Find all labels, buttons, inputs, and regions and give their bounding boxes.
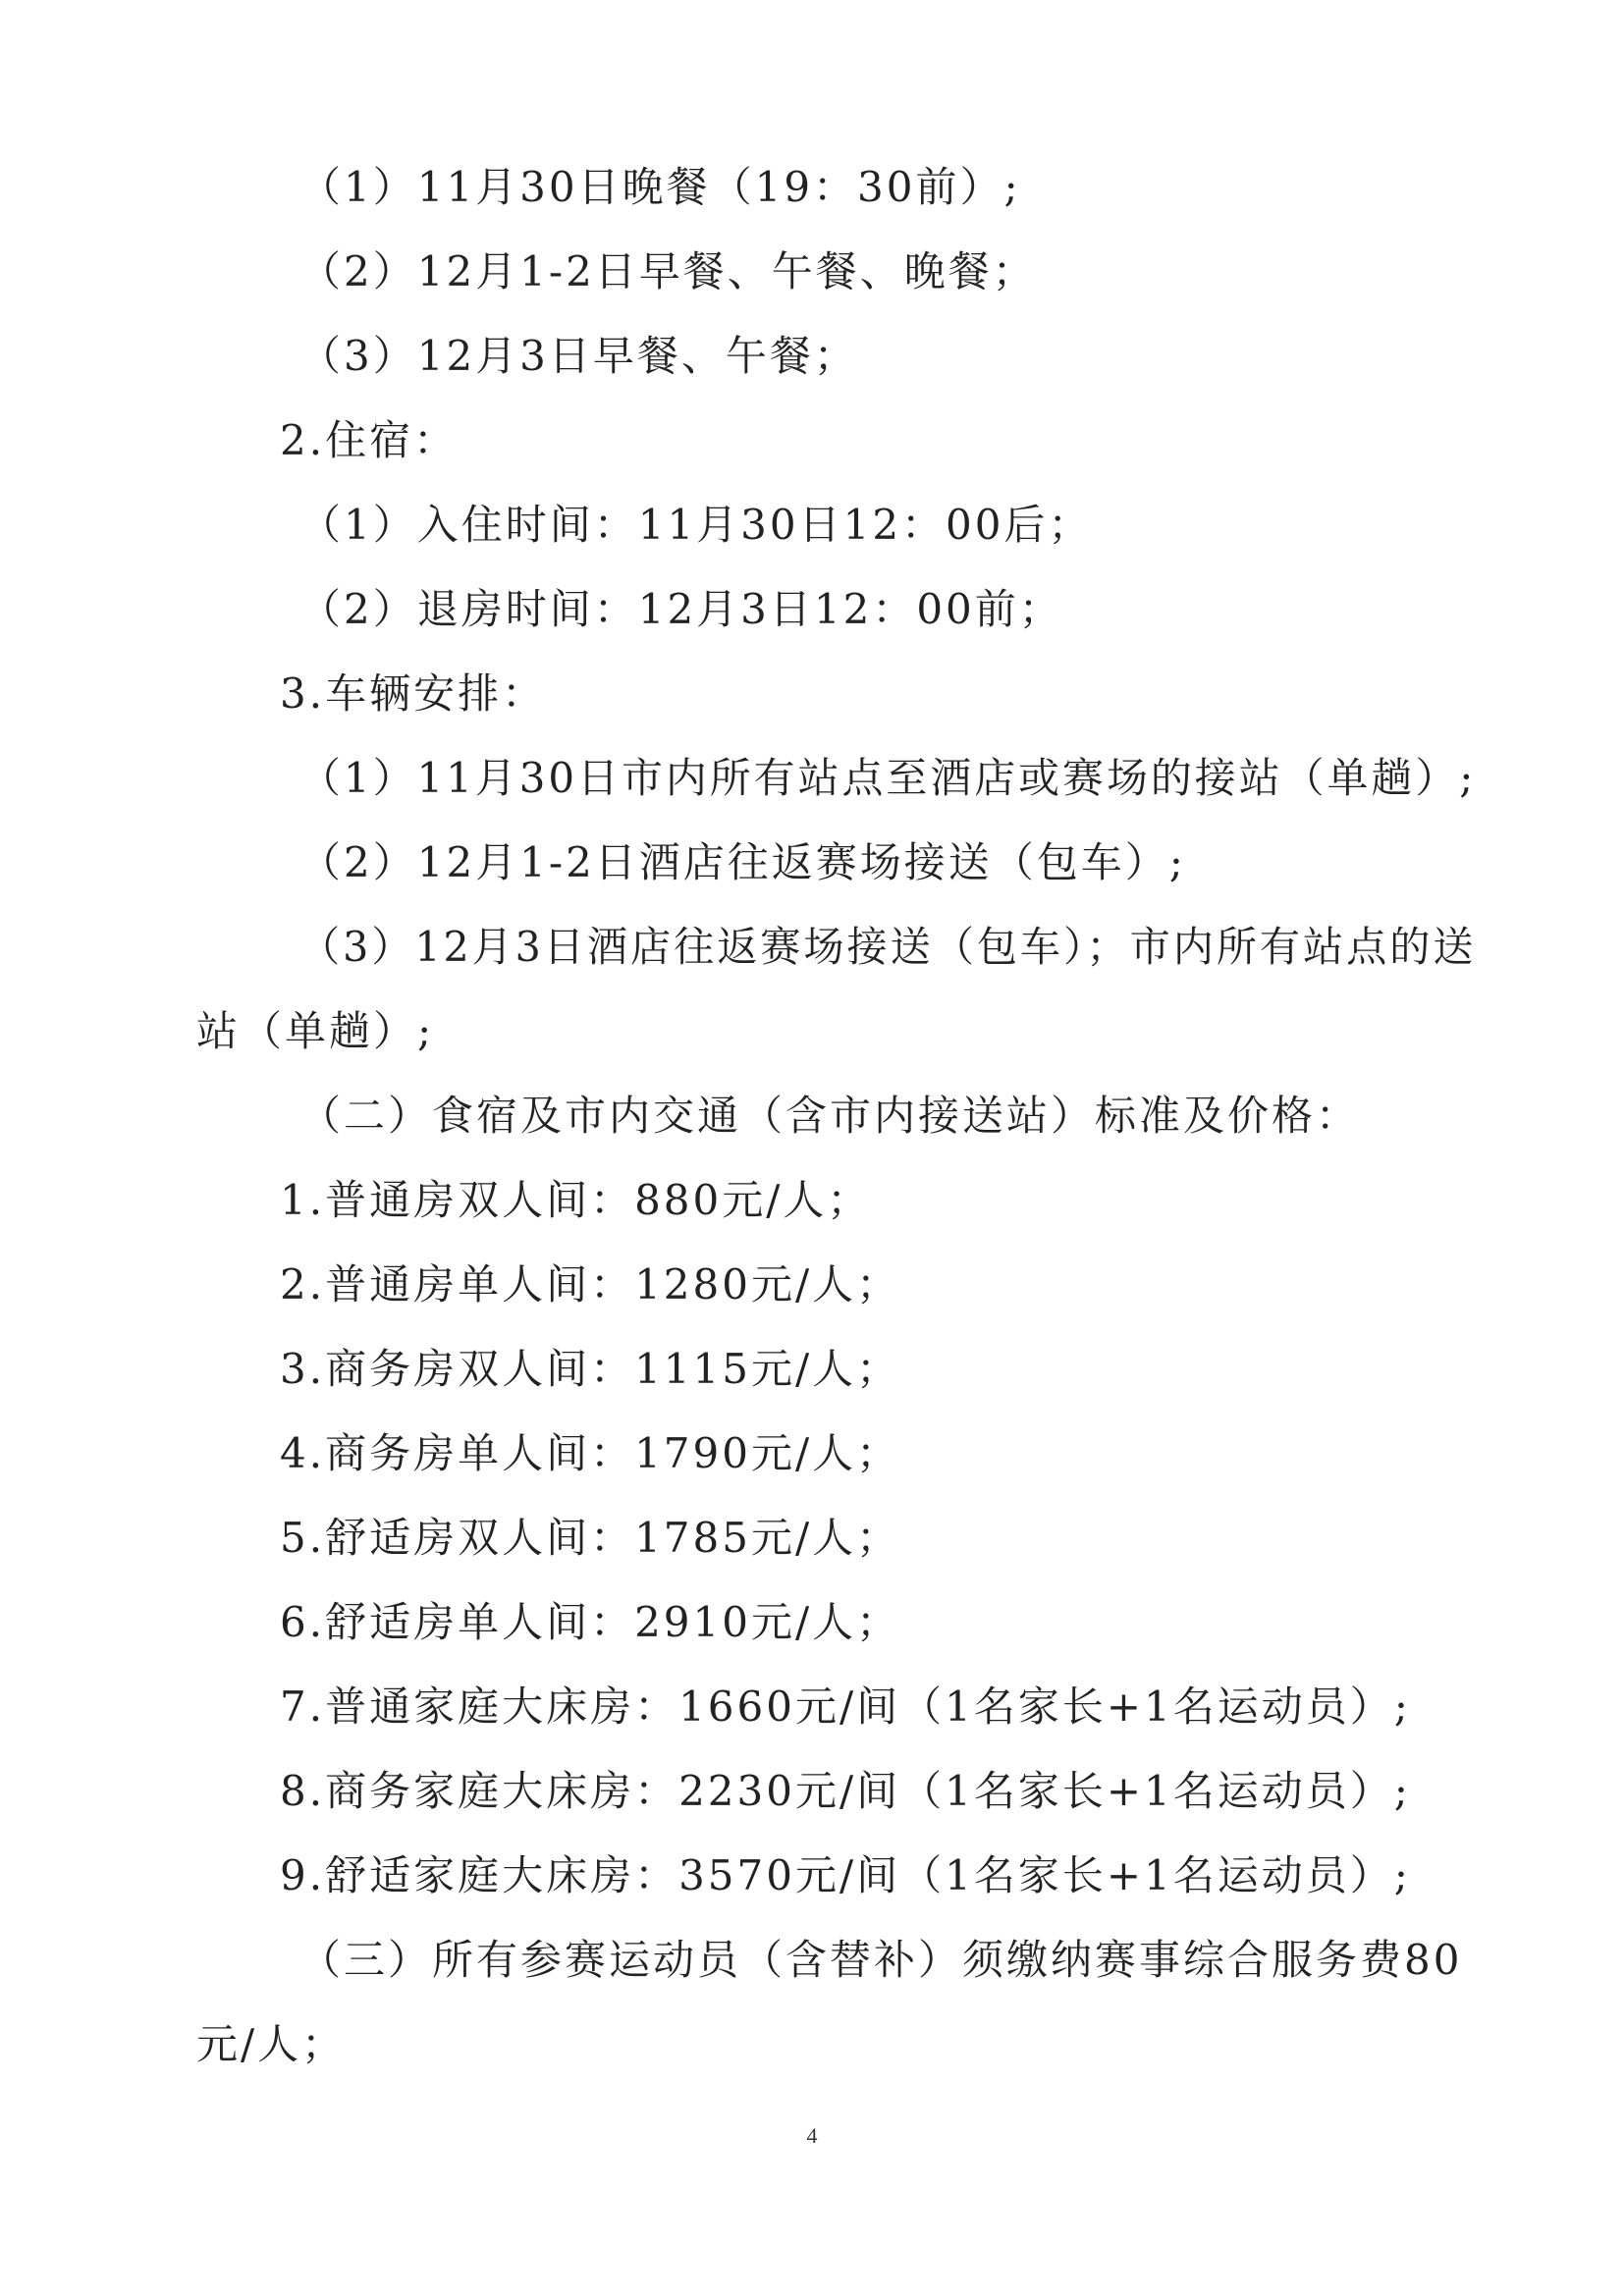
price-item: 2.普通房单人间：1280元/人； <box>280 1260 901 1308</box>
price-item: 4.商务房单人间：1790元/人； <box>280 1429 901 1477</box>
page-number: 4 <box>806 2123 818 2148</box>
section-heading: 3.车辆安排： <box>280 669 547 718</box>
price-item: 9.舒适家庭大床房：3570元/间（1名家长+1名运动员）; <box>280 1851 1411 1899</box>
text-line: （2）12月1-2日早餐、午餐、晚餐； <box>299 247 1037 295</box>
price-item: 5.舒适房双人间：1785元/人； <box>280 1514 901 1562</box>
section-heading: （三）所有参赛运动员（含替补）须缴纳赛事综合服务费80 <box>299 1936 1463 1984</box>
text-line: 站（单趟）; <box>196 1007 435 1055</box>
text-line: （3）12月3日酒店往返赛场接送（包车）；市内所有站点的送 <box>299 923 1477 971</box>
price-item: 1.普通房双人间：880元/人； <box>280 1176 872 1224</box>
section-heading: 2.住宿： <box>280 416 459 464</box>
price-item: 7.普通家庭大床房：1660元/间（1名家长+1名运动员）; <box>280 1682 1411 1731</box>
text-line: （3）12月3日早餐、午餐； <box>299 332 858 380</box>
price-item: 3.商务房双人间：1115元/人； <box>280 1345 901 1393</box>
price-item: 6.舒适房单人间：2910元/人； <box>280 1598 901 1646</box>
section-heading: （二）食宿及市内交通（含市内接送站）标准及价格： <box>299 1092 1361 1140</box>
text-line: 元/人； <box>196 2020 347 2068</box>
text-line: （2）退房时间：12月3日12：00前； <box>299 585 1063 633</box>
text-line: （1）11月30日市内所有站点至酒店或赛场的接站（单趟）; <box>299 754 1477 802</box>
price-item: 8.商务家庭大床房：2230元/间（1名家长+1名运动员）; <box>280 1767 1411 1815</box>
text-line: （1）11月30日晚餐（19：30前）; <box>299 163 1021 211</box>
text-line: （1）入住时间：11月30日12：00后； <box>299 501 1093 549</box>
text-line: （2）12月1-2日酒店往返赛场接送（包车）; <box>299 838 1186 886</box>
